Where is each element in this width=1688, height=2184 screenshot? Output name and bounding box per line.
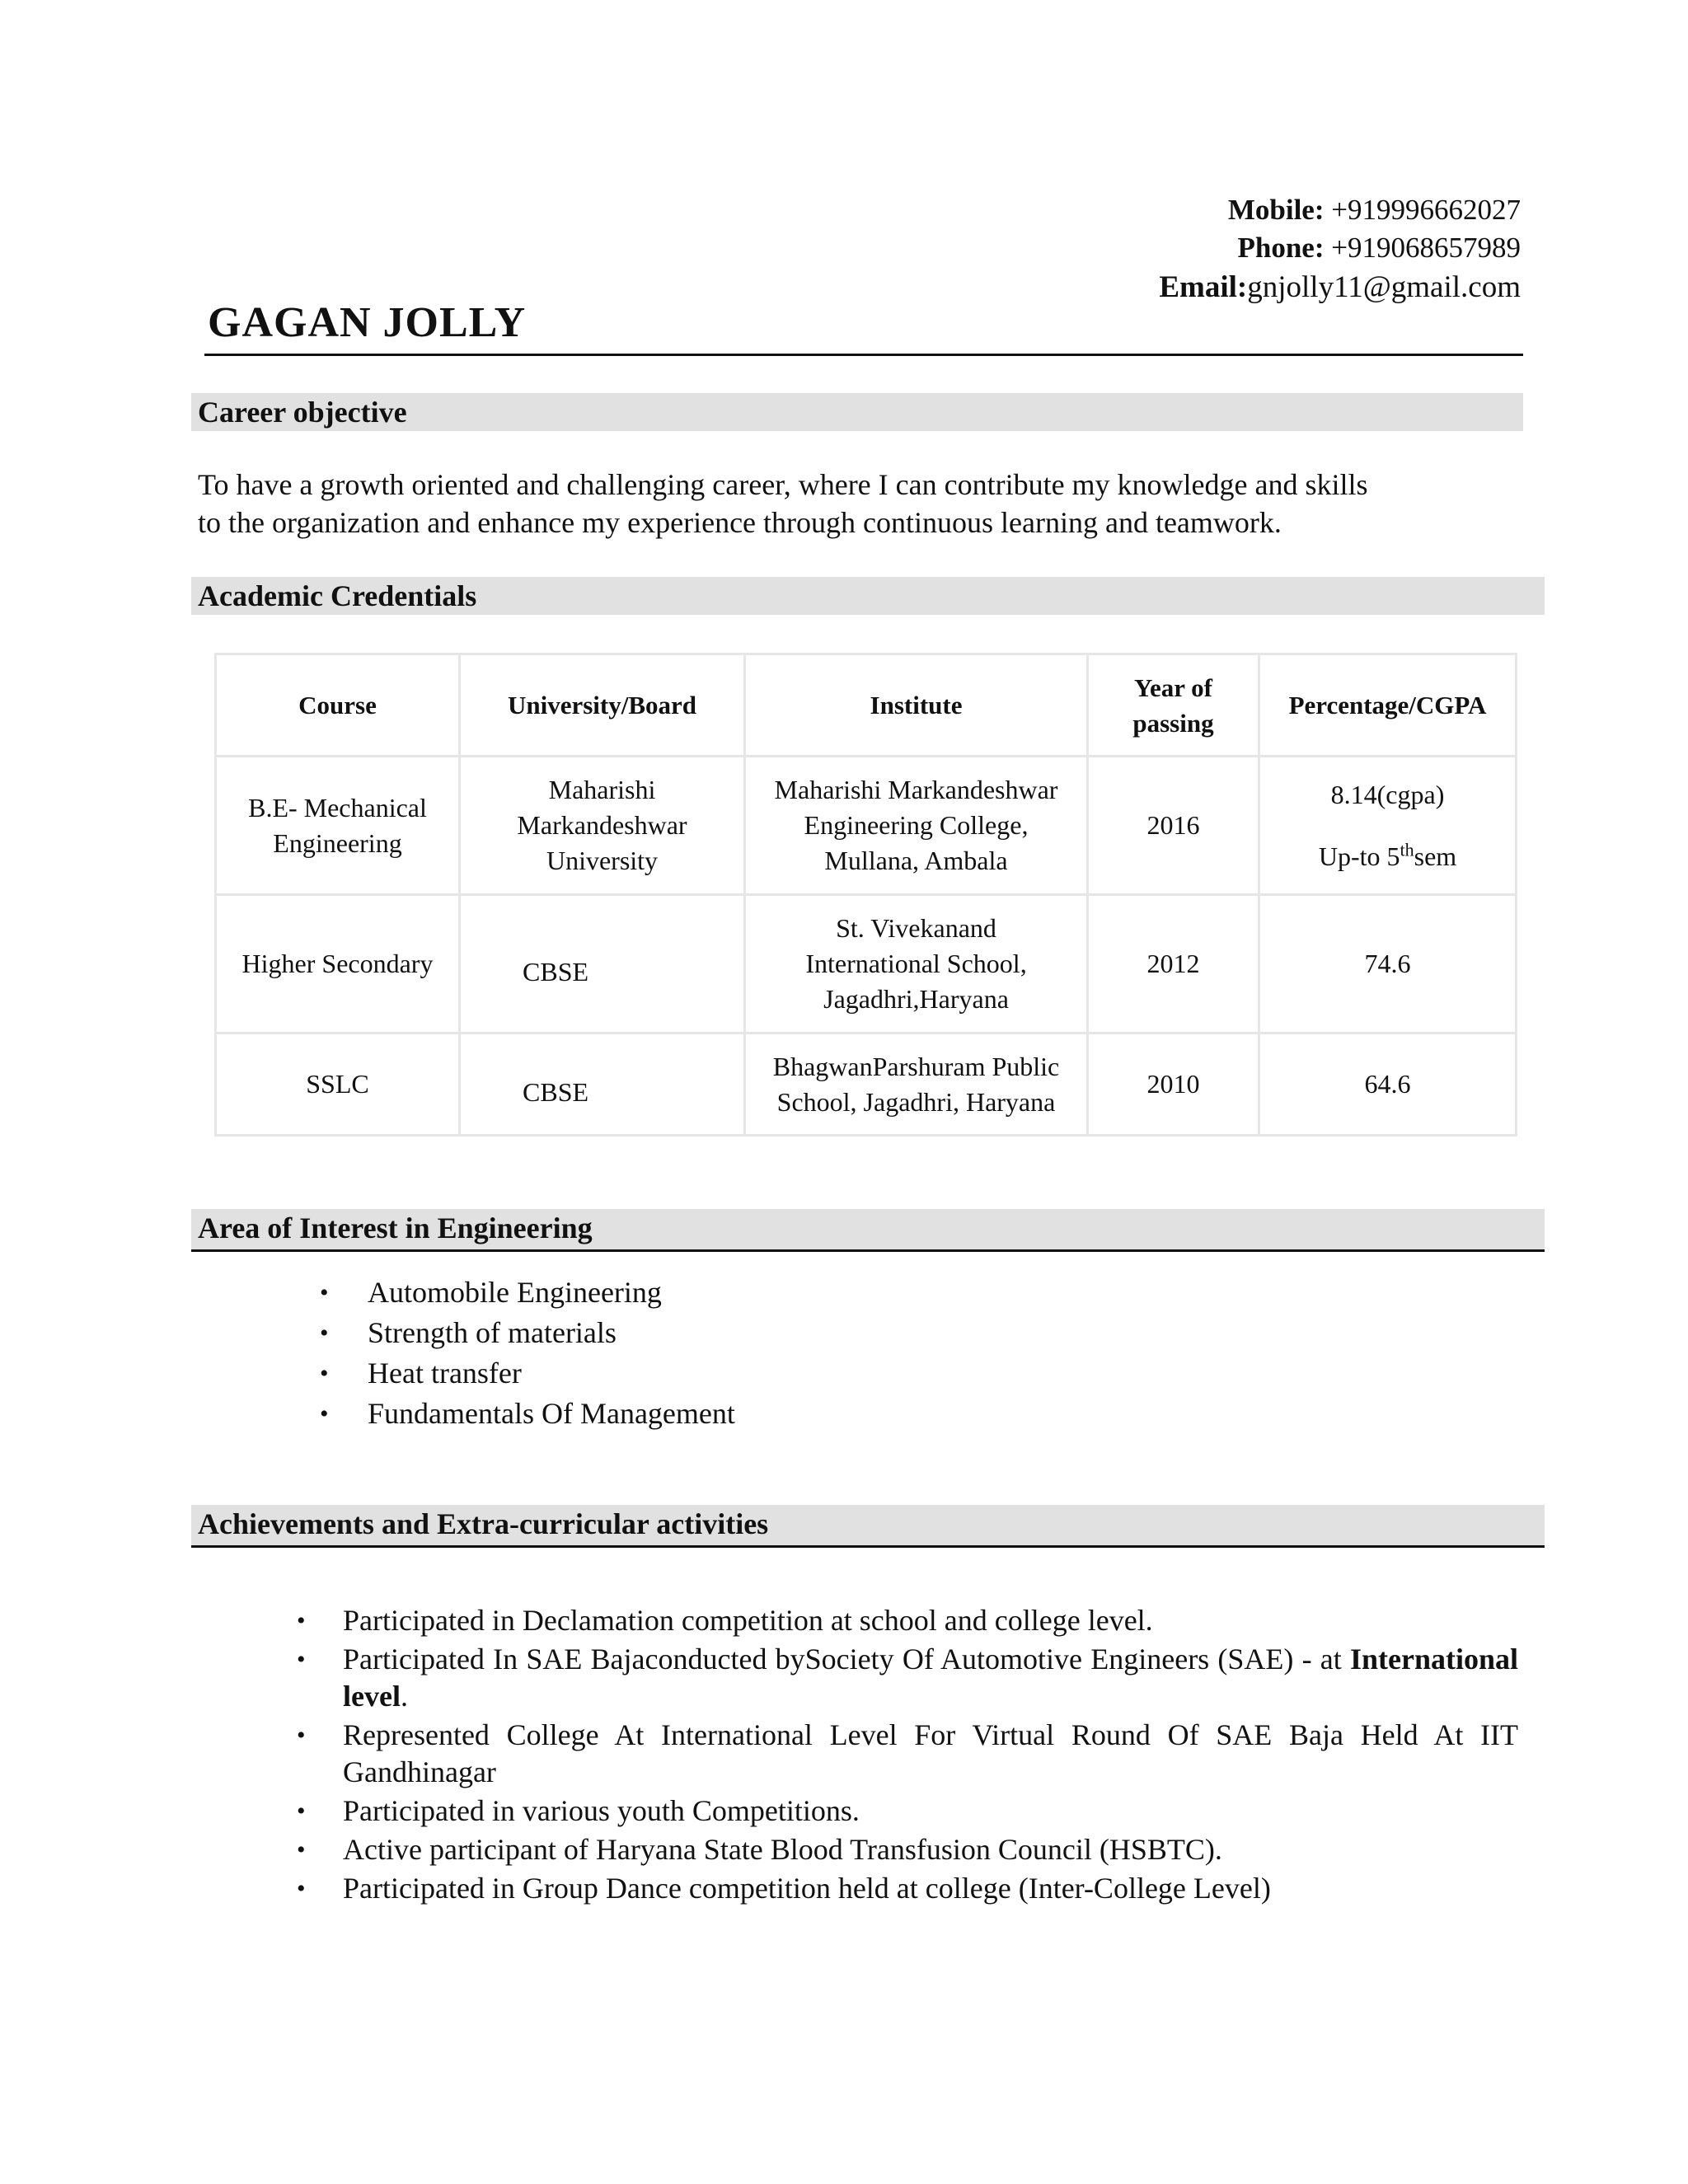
achievement-text: Participated in Declamation competition at school and college level. (343, 1604, 1153, 1637)
header-year-line-2: passing (1132, 708, 1214, 738)
percentage-value: 8.14(cgpa) (1330, 779, 1445, 809)
board-line: University (546, 846, 659, 875)
achievement-text: Active participant of Haryana State Blood Transfusion Council (HSBTC). (343, 1833, 1222, 1866)
career-objective-text (198, 466, 1484, 541)
phone-row (1159, 229, 1521, 267)
board-cell (460, 895, 745, 1033)
year-cell: 2010 (1088, 1033, 1259, 1136)
bullet-icon: • (297, 1836, 306, 1863)
note-superscript: th (1400, 838, 1414, 860)
course-cell (216, 757, 460, 895)
table-header-row (216, 654, 1517, 757)
note-text: sem (1414, 841, 1457, 871)
achievement-text: Participated In SAE Bajaconducted bySociety Of Automotive Engineers (SAE) - at (343, 1643, 1350, 1675)
interest-item: Automobile Engineering (368, 1276, 662, 1309)
course-line: B.E- Mechanical (248, 792, 427, 823)
list-item (320, 1394, 735, 1434)
institute-line: International School, (805, 949, 1027, 978)
list-item (297, 1870, 1518, 1907)
percentage-cell (1259, 757, 1517, 895)
percentage-cell: 64.6 (1259, 1033, 1517, 1136)
email-label: Email: (1159, 270, 1248, 304)
bullet-icon: • (320, 1319, 329, 1347)
list-item (297, 1793, 1518, 1830)
header-board: University/Board (460, 654, 745, 757)
bullet-icon: • (320, 1279, 329, 1306)
bullet-icon: • (297, 1797, 306, 1825)
header-course: Course (216, 654, 460, 757)
list-item (297, 1831, 1518, 1868)
objective-line-2: to the organization and enhance my experience through continuous learning and teamwork. (198, 506, 1282, 539)
year-cell: 2016 (1088, 757, 1259, 895)
phone-value: +919068657989 (1324, 232, 1521, 264)
institute-cell (745, 1033, 1088, 1136)
list-item (320, 1313, 735, 1353)
institute-line: Mullana, Ambala (824, 846, 1008, 875)
interest-item: Fundamentals Of Management (368, 1397, 735, 1430)
board-cell (460, 1033, 745, 1136)
mobile-row (1159, 191, 1521, 229)
institute-line: Maharishi Markandeshwar (774, 775, 1058, 804)
bullet-icon: • (297, 1875, 306, 1902)
candidate-name: GAGAN JOLLY (208, 299, 527, 346)
table-row (216, 895, 1517, 1033)
institute-line: St. Vivekanand (836, 913, 996, 943)
achievements-list (297, 1602, 1518, 1909)
career-objective-heading: Career objective (191, 393, 1523, 431)
institute-line: Engineering College, (804, 810, 1029, 840)
bullet-icon: • (297, 1722, 306, 1749)
board-line: CBSE (523, 957, 589, 987)
achievement-emphasis: International level (343, 1643, 1518, 1713)
bullet-icon: • (320, 1360, 329, 1387)
phone-label: Phone: (1237, 232, 1325, 264)
header-year (1088, 654, 1259, 757)
email-value: gnjolly11@gmail.com (1247, 270, 1521, 304)
table-row (216, 757, 1517, 895)
institute-line: BhagwanParshuram Public (772, 1051, 1060, 1081)
percentage-note (1267, 839, 1508, 874)
achievements-heading: Achievements and Extra-curricular activities (191, 1505, 1545, 1548)
objective-line-1: To have a growth oriented and challenging career, where I can contribute my knowledge and skills (198, 468, 1368, 501)
board-line: Markandeshwar (517, 810, 687, 840)
contact-block (1159, 191, 1521, 307)
course-cell: SSLC (216, 1033, 460, 1136)
board-line: Maharishi (548, 775, 656, 804)
institute-cell (745, 757, 1088, 895)
name-divider (204, 354, 1523, 356)
list-item (297, 1641, 1518, 1715)
interest-item: Strength of materials (368, 1316, 617, 1349)
email-row (1159, 269, 1521, 307)
board-cell (460, 757, 745, 895)
list-item (297, 1717, 1518, 1791)
list-item (320, 1353, 735, 1394)
achievement-text: . (400, 1680, 408, 1713)
list-item (297, 1602, 1518, 1639)
bullet-icon: • (320, 1400, 329, 1427)
course-cell: Higher Secondary (216, 895, 460, 1033)
institute-cell (745, 895, 1088, 1033)
mobile-label: Mobile: (1227, 194, 1325, 226)
interest-list (320, 1272, 735, 1434)
interest-heading: Area of Interest in Engineering (191, 1209, 1545, 1252)
year-cell: 2012 (1088, 895, 1259, 1033)
interest-item: Heat transfer (368, 1357, 522, 1390)
course-line: Engineering (273, 827, 402, 858)
header-year-line-1: Year of (1134, 673, 1212, 702)
mobile-value: +919996662027 (1324, 194, 1521, 226)
bullet-icon: • (297, 1607, 306, 1634)
achievement-text: Participated in Group Dance competition held at college (Inter-College Level) (343, 1872, 1271, 1905)
header-institute: Institute (745, 654, 1088, 757)
achievement-text: Represented College At International Level For Virtual Round Of SAE Baja Held At IIT Gandhinagar (343, 1718, 1518, 1788)
academic-credentials-heading: Academic Credentials (191, 577, 1545, 615)
achievement-text: Participated in various youth Competitions. (343, 1794, 860, 1827)
bullet-icon: • (297, 1646, 306, 1673)
academic-table (214, 653, 1517, 1137)
institute-line: School, Jagadhri, Haryana (776, 1086, 1056, 1117)
board-line: CBSE (523, 1077, 589, 1107)
note-text: Up-to 5 (1318, 841, 1400, 871)
list-item (320, 1272, 735, 1313)
institute-line: Jagadhri,Haryana (823, 984, 1009, 1014)
percentage-cell: 74.6 (1259, 895, 1517, 1033)
header-percentage: Percentage/CGPA (1259, 654, 1517, 757)
table-row (216, 1033, 1517, 1136)
